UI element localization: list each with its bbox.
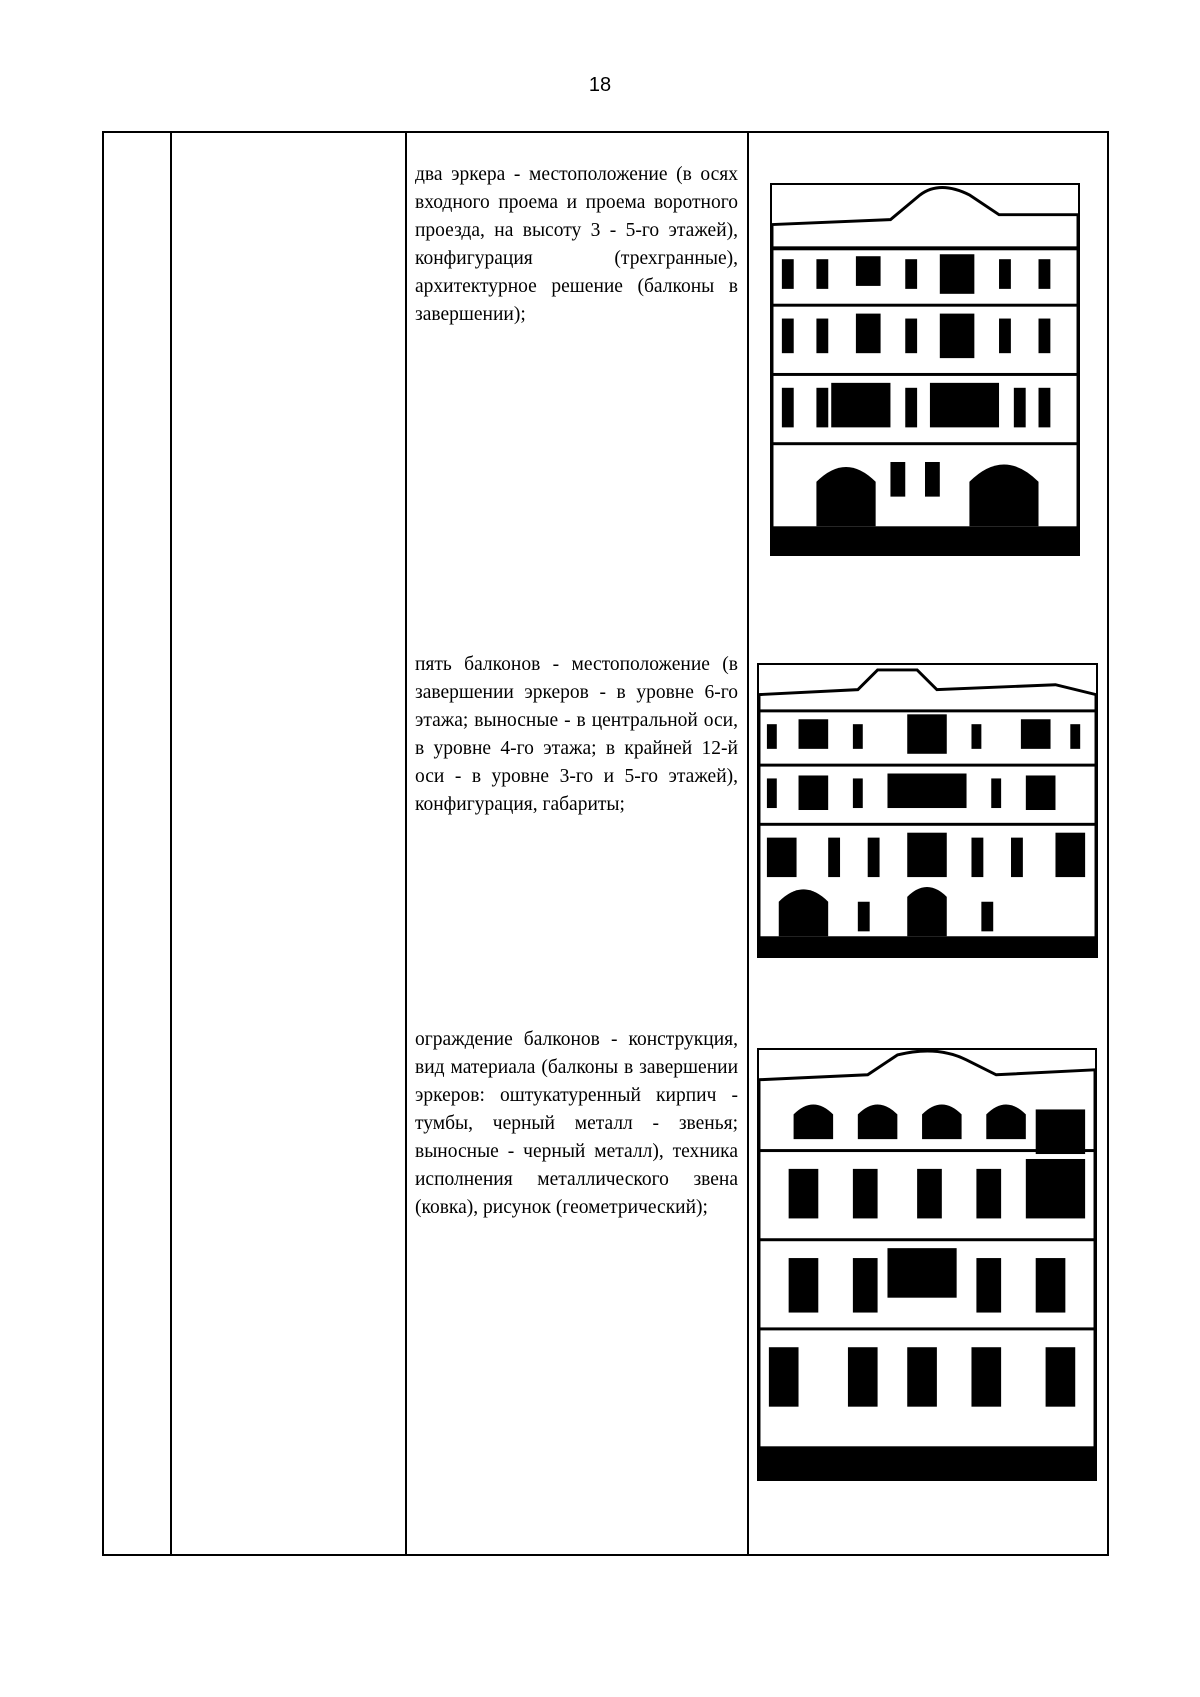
building-facade-icon xyxy=(759,665,1096,956)
building-facade-icon xyxy=(759,1050,1095,1479)
row-1-description: два эркера - местоположение (в осях входного проема и проема воротного проезда, на высоту 3 - 5-го этажей), конфигурация (трехгранные), архитектурное решение (балконы в завершении); xyxy=(415,164,738,325)
column-divider-2 xyxy=(405,133,407,1554)
building-facade-photo-3 xyxy=(757,1048,1097,1481)
column-divider-1 xyxy=(170,133,172,1554)
row-2-description: пять балконов - местоположение (в завершении эркеров - в уровне 6-го этажа; выносные - в центральной оси, в уровне 4-го этажа; в крайней 12-й оси - в уровне 3-го и 5-го этажей), конфигурация, габариты; xyxy=(415,654,738,815)
page-number: 18 xyxy=(588,74,612,96)
row-3-description: ограждение балконов - конструкция, вид материала (балконы в завершении эркеров: оштукатуренный кирпич - тумбы, черный металл - звенья; выносные - черный металл), техника исполнения металлического звена (ковка), рисунок (геометрический); xyxy=(415,1029,738,1218)
building-facade-photo-1 xyxy=(770,183,1080,556)
column-divider-3 xyxy=(747,133,749,1554)
building-facade-photo-2 xyxy=(757,663,1098,958)
building-facade-icon xyxy=(772,185,1078,554)
